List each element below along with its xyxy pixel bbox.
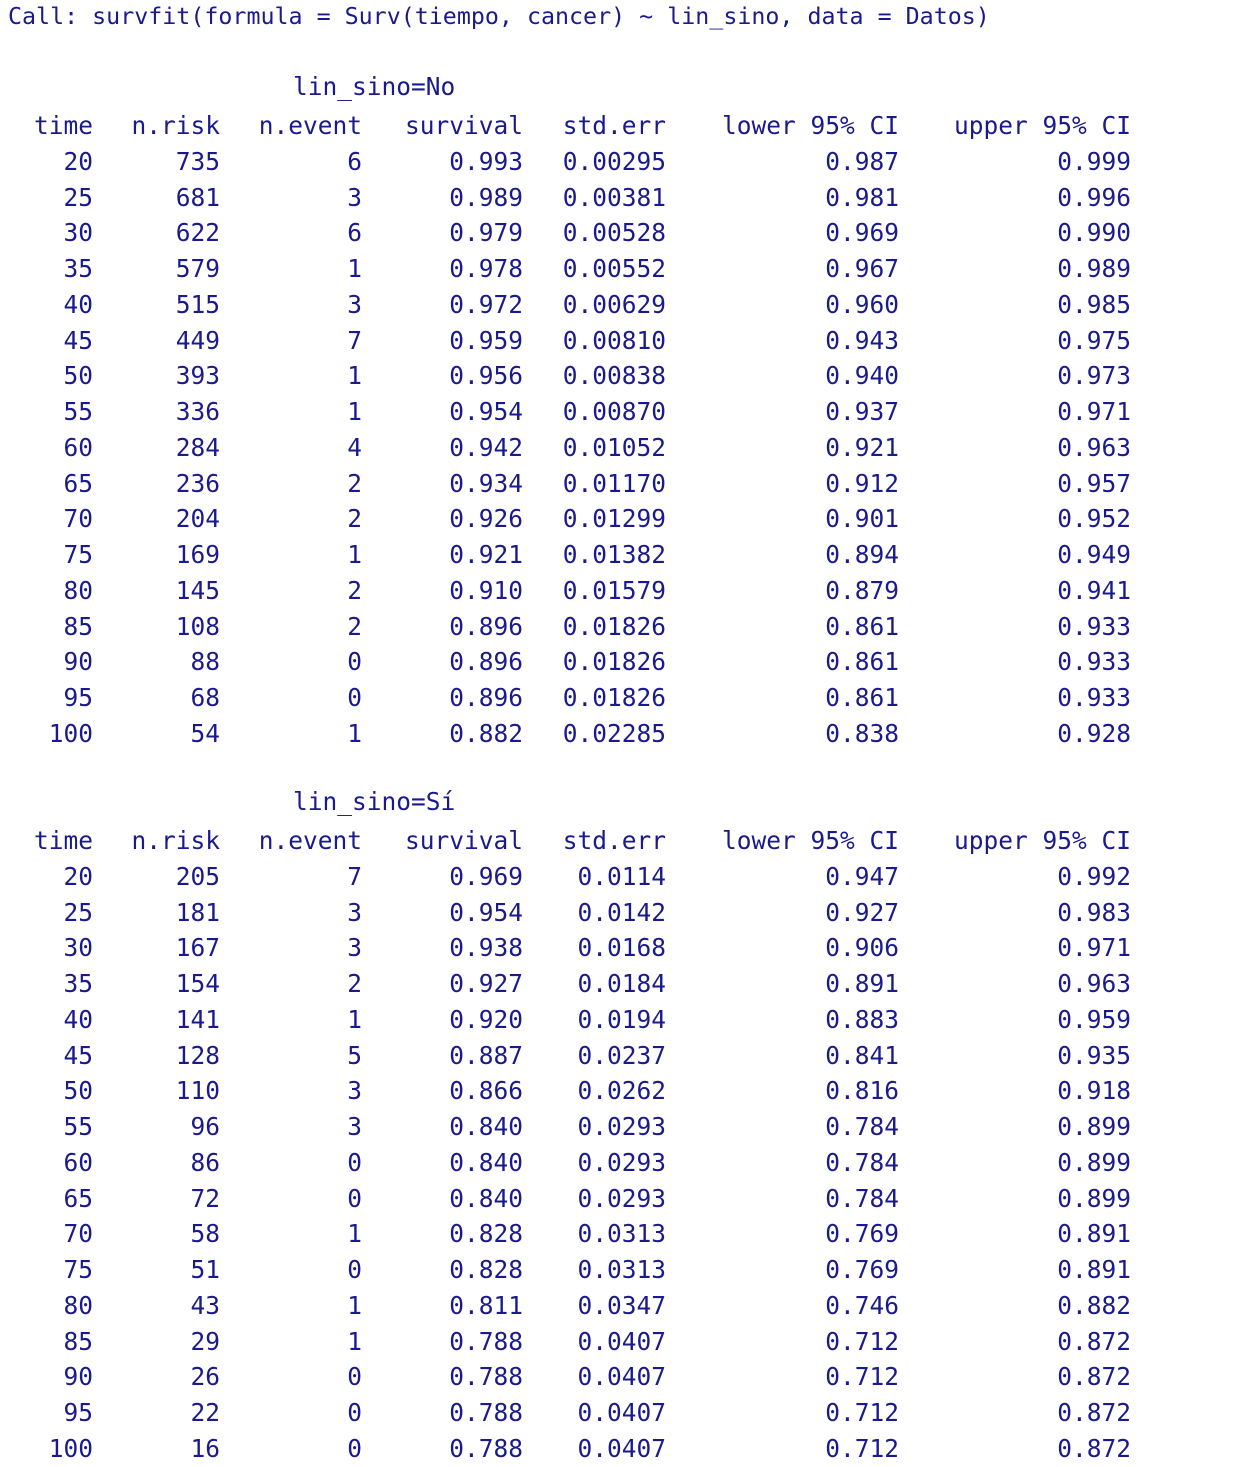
survival-cell: 0.956 <box>449 361 523 391</box>
time-cell: 85 <box>63 1326 93 1356</box>
table-row <box>0 1073 1250 1109</box>
n-risk-cell: 29 <box>190 1326 220 1356</box>
upper-ci-cell: 0.882 <box>1057 1290 1131 1320</box>
n-risk-cell: 284 <box>175 432 220 462</box>
survival-cell: 0.866 <box>449 1076 523 1106</box>
n-event-cell: 0 <box>347 647 362 677</box>
table-row <box>0 1288 1250 1324</box>
lower-ci-cell: 0.981 <box>825 182 899 212</box>
n-risk-cell: 141 <box>175 1004 220 1034</box>
n-event-cell: 2 <box>347 969 362 998</box>
header-time: time <box>33 111 93 140</box>
survival-cell: 0.910 <box>449 575 523 605</box>
n-risk-cell: 393 <box>175 361 220 391</box>
header-survival: survival <box>404 826 523 855</box>
lower-ci-cell: 0.712 <box>825 1398 899 1427</box>
survival-cell: 0.920 <box>449 1004 523 1034</box>
n-event-cell: 2 <box>347 611 362 641</box>
time-cell: 70 <box>63 1219 93 1249</box>
upper-ci-cell: 0.933 <box>1057 611 1131 641</box>
n-risk-cell: 68 <box>190 683 220 712</box>
time-cell: 90 <box>63 647 93 677</box>
survival-cell: 0.979 <box>449 218 523 248</box>
upper-ci-cell: 0.949 <box>1057 540 1131 569</box>
std-err-cell: 0.0262 <box>577 1076 666 1106</box>
time-cell: 40 <box>63 289 93 319</box>
n-event-cell: 5 <box>347 1040 362 1070</box>
n-risk-cell: 515 <box>175 289 220 319</box>
time-cell: 20 <box>63 861 93 891</box>
std-err-cell: 0.0194 <box>577 1004 666 1034</box>
survival-cell: 0.840 <box>449 1112 523 1141</box>
std-err-cell: 0.0313 <box>577 1219 666 1249</box>
table-row <box>0 466 1250 502</box>
survival-cell: 0.959 <box>449 325 523 355</box>
n-risk-cell: 26 <box>190 1362 220 1392</box>
std-err-cell: 0.00838 <box>562 361 666 391</box>
lower-ci-cell: 0.784 <box>825 1112 899 1141</box>
std-err-cell: 0.01052 <box>562 432 666 462</box>
n-risk-cell: 169 <box>175 540 220 569</box>
n-risk-cell: 579 <box>175 254 220 283</box>
survival-cell: 0.811 <box>449 1290 523 1320</box>
table-row <box>0 1395 1250 1431</box>
survival-cell: 0.954 <box>449 897 523 927</box>
n-event-cell: 0 <box>347 1183 362 1213</box>
std-err-cell: 0.0237 <box>577 1040 666 1070</box>
n-risk-cell: 88 <box>190 647 220 677</box>
lower-ci-cell: 0.894 <box>825 540 899 569</box>
table-row <box>0 1216 1250 1252</box>
n-event-cell: 0 <box>347 1398 362 1427</box>
lower-ci-cell: 0.960 <box>825 289 899 319</box>
n-event-cell: 1 <box>347 1004 362 1034</box>
n-risk-cell: 16 <box>190 1433 220 1463</box>
time-cell: 85 <box>63 611 93 641</box>
survival-cell: 0.942 <box>449 432 523 462</box>
survival-cell: 0.921 <box>449 540 523 569</box>
lower-ci-cell: 0.883 <box>825 1004 899 1034</box>
table-row <box>0 1038 1250 1074</box>
header-upper-ci: upper 95% CI <box>953 111 1131 140</box>
table-row <box>0 430 1250 466</box>
std-err-cell: 0.0142 <box>577 897 666 927</box>
time-cell: 35 <box>63 254 93 283</box>
time-cell: 55 <box>63 1112 93 1141</box>
lower-ci-cell: 0.746 <box>825 1290 899 1320</box>
n-risk-cell: 110 <box>175 1076 220 1106</box>
n-risk-cell: 86 <box>190 1147 220 1177</box>
stratum-label: lin_sino=Sí <box>293 787 456 816</box>
upper-ci-cell: 0.990 <box>1057 218 1131 248</box>
std-err-cell: 0.0168 <box>577 933 666 963</box>
table-row <box>0 287 1250 323</box>
table-row <box>0 537 1250 573</box>
upper-ci-cell: 0.985 <box>1057 289 1131 319</box>
upper-ci-cell: 0.996 <box>1057 182 1131 212</box>
survival-cell: 0.972 <box>449 289 523 319</box>
lower-ci-cell: 0.947 <box>825 861 899 891</box>
time-cell: 25 <box>63 897 93 927</box>
time-cell: 70 <box>63 504 93 534</box>
upper-ci-cell: 0.999 <box>1057 146 1131 176</box>
n-event-cell: 0 <box>347 1433 362 1463</box>
table-row <box>0 394 1250 430</box>
lower-ci-cell: 0.906 <box>825 933 899 963</box>
survival-cell: 0.828 <box>449 1219 523 1249</box>
table-row <box>0 1109 1250 1145</box>
table-row <box>0 716 1250 752</box>
n-risk-cell: 51 <box>190 1255 220 1284</box>
lower-ci-cell: 0.969 <box>825 218 899 248</box>
std-err-cell: 0.00528 <box>562 218 666 248</box>
lower-ci-cell: 0.841 <box>825 1040 899 1070</box>
survival-cell: 0.938 <box>449 933 523 963</box>
survival-cell: 0.788 <box>449 1362 523 1392</box>
time-cell: 55 <box>63 397 93 426</box>
table-row <box>0 966 1250 1002</box>
time-cell: 45 <box>63 1040 93 1070</box>
n-risk-cell: 167 <box>175 933 220 963</box>
header-std-err: std.err <box>562 826 666 855</box>
upper-ci-cell: 0.992 <box>1057 861 1131 891</box>
n-event-cell: 0 <box>347 1147 362 1177</box>
time-cell: 20 <box>63 146 93 176</box>
lower-ci-cell: 0.912 <box>825 468 899 498</box>
n-event-cell: 1 <box>347 718 362 748</box>
time-cell: 30 <box>63 933 93 963</box>
std-err-cell: 0.00552 <box>562 254 666 283</box>
std-err-cell: 0.0184 <box>577 969 666 998</box>
time-cell: 80 <box>63 575 93 605</box>
survival-cell: 0.788 <box>449 1326 523 1356</box>
lower-ci-cell: 0.901 <box>825 504 899 534</box>
lower-ci-cell: 0.940 <box>825 361 899 391</box>
table-header-row <box>0 108 1250 144</box>
std-err-cell: 0.0407 <box>577 1326 666 1356</box>
header-lower-ci: lower 95% CI <box>721 111 899 140</box>
n-risk-cell: 108 <box>175 611 220 641</box>
table-row <box>0 215 1250 251</box>
n-risk-cell: 22 <box>190 1398 220 1427</box>
upper-ci-cell: 0.899 <box>1057 1147 1131 1177</box>
upper-ci-cell: 0.872 <box>1057 1326 1131 1356</box>
table-row <box>0 1181 1250 1217</box>
survival-cell: 0.989 <box>449 182 523 212</box>
std-err-cell: 0.01826 <box>562 611 666 641</box>
n-event-cell: 0 <box>347 683 362 712</box>
std-err-cell: 0.01170 <box>562 468 666 498</box>
survival-cell: 0.828 <box>449 1255 523 1284</box>
survival-cell: 0.882 <box>449 718 523 748</box>
n-event-cell: 3 <box>347 897 362 927</box>
std-err-cell: 0.01382 <box>562 540 666 569</box>
time-cell: 75 <box>63 1255 93 1284</box>
std-err-cell: 0.00810 <box>562 325 666 355</box>
std-err-cell: 0.01826 <box>562 683 666 712</box>
time-cell: 45 <box>63 325 93 355</box>
std-err-cell: 0.0407 <box>577 1362 666 1392</box>
upper-ci-cell: 0.973 <box>1057 361 1131 391</box>
time-cell: 95 <box>63 683 93 712</box>
table-row <box>0 859 1250 895</box>
stratum-label: lin_sino=No <box>293 72 456 101</box>
lower-ci-cell: 0.712 <box>825 1433 899 1463</box>
lower-ci-cell: 0.861 <box>825 647 899 677</box>
survival-cell: 0.896 <box>449 683 523 712</box>
survival-cell: 0.896 <box>449 611 523 641</box>
n-risk-cell: 681 <box>175 182 220 212</box>
upper-ci-cell: 0.935 <box>1057 1040 1131 1070</box>
time-cell: 25 <box>63 182 93 212</box>
lower-ci-cell: 0.879 <box>825 575 899 605</box>
table-row <box>0 1002 1250 1038</box>
table-row <box>0 358 1250 394</box>
table-row <box>0 609 1250 645</box>
n-event-cell: 3 <box>347 933 362 963</box>
n-risk-cell: 204 <box>175 504 220 534</box>
header-n-risk: n.risk <box>131 826 220 855</box>
n-event-cell: 3 <box>347 182 362 212</box>
time-cell: 100 <box>48 1433 93 1463</box>
lower-ci-cell: 0.987 <box>825 146 899 176</box>
n-event-cell: 7 <box>347 861 362 891</box>
header-survival: survival <box>404 111 523 140</box>
n-event-cell: 1 <box>347 1290 362 1320</box>
n-event-cell: 2 <box>347 468 362 498</box>
header-std-err: std.err <box>562 111 666 140</box>
lower-ci-cell: 0.816 <box>825 1076 899 1106</box>
survival-cell: 0.978 <box>449 254 523 283</box>
lower-ci-cell: 0.784 <box>825 1183 899 1213</box>
std-err-cell: 0.0347 <box>577 1290 666 1320</box>
n-event-cell: 3 <box>347 289 362 319</box>
lower-ci-cell: 0.943 <box>825 325 899 355</box>
upper-ci-cell: 0.971 <box>1057 397 1131 426</box>
table-row <box>0 144 1250 180</box>
survival-cell: 0.969 <box>449 861 523 891</box>
header-upper-ci: upper 95% CI <box>953 826 1131 855</box>
n-event-cell: 3 <box>347 1076 362 1106</box>
lower-ci-cell: 0.937 <box>825 397 899 426</box>
std-err-cell: 0.02285 <box>562 718 666 748</box>
lower-ci-cell: 0.861 <box>825 611 899 641</box>
upper-ci-cell: 0.963 <box>1057 969 1131 998</box>
n-event-cell: 1 <box>347 361 362 391</box>
lower-ci-cell: 0.784 <box>825 1147 899 1177</box>
table-row <box>0 180 1250 216</box>
n-risk-cell: 622 <box>175 218 220 248</box>
survival-cell: 0.927 <box>449 969 523 998</box>
lower-ci-cell: 0.891 <box>825 969 899 998</box>
n-risk-cell: 181 <box>175 897 220 927</box>
time-cell: 75 <box>63 540 93 569</box>
time-cell: 60 <box>63 432 93 462</box>
time-cell: 95 <box>63 1398 93 1427</box>
n-risk-cell: 154 <box>175 969 220 998</box>
survival-cell: 0.788 <box>449 1398 523 1427</box>
time-cell: 60 <box>63 1147 93 1177</box>
n-event-cell: 0 <box>347 1255 362 1284</box>
std-err-cell: 0.0407 <box>577 1398 666 1427</box>
lower-ci-cell: 0.861 <box>825 683 899 712</box>
table-row <box>0 930 1250 966</box>
std-err-cell: 0.0313 <box>577 1255 666 1284</box>
n-event-cell: 3 <box>347 1112 362 1141</box>
table-row <box>0 501 1250 537</box>
upper-ci-cell: 0.899 <box>1057 1112 1131 1141</box>
upper-ci-cell: 0.957 <box>1057 468 1131 498</box>
time-cell: 90 <box>63 1362 93 1392</box>
header-time: time <box>33 826 93 855</box>
time-cell: 65 <box>63 1183 93 1213</box>
upper-ci-cell: 0.971 <box>1057 933 1131 963</box>
table-row <box>0 680 1250 716</box>
upper-ci-cell: 0.989 <box>1057 254 1131 283</box>
upper-ci-cell: 0.872 <box>1057 1362 1131 1392</box>
std-err-cell: 0.00381 <box>562 182 666 212</box>
std-err-cell: 0.00870 <box>562 397 666 426</box>
n-event-cell: 2 <box>347 504 362 534</box>
n-risk-cell: 54 <box>190 718 220 748</box>
upper-ci-cell: 0.941 <box>1057 575 1131 605</box>
n-risk-cell: 145 <box>175 575 220 605</box>
survival-cell: 0.934 <box>449 468 523 498</box>
std-err-cell: 0.00629 <box>562 289 666 319</box>
upper-ci-cell: 0.963 <box>1057 432 1131 462</box>
call-line: Call: survfit(formula = Surv(tiempo, cancer) ~ lin_sino, data = Datos) <box>8 3 990 30</box>
table-row <box>0 1431 1250 1467</box>
header-lower-ci: lower 95% CI <box>721 826 899 855</box>
n-risk-cell: 735 <box>175 146 220 176</box>
n-risk-cell: 128 <box>175 1040 220 1070</box>
upper-ci-cell: 0.983 <box>1057 897 1131 927</box>
n-event-cell: 1 <box>347 1219 362 1249</box>
n-risk-cell: 96 <box>190 1112 220 1141</box>
survival-cell: 0.840 <box>449 1147 523 1177</box>
lower-ci-cell: 0.712 <box>825 1326 899 1356</box>
std-err-cell: 0.0293 <box>577 1183 666 1213</box>
table-row <box>0 1359 1250 1395</box>
survival-cell: 0.840 <box>449 1183 523 1213</box>
upper-ci-cell: 0.959 <box>1057 1004 1131 1034</box>
time-cell: 30 <box>63 218 93 248</box>
upper-ci-cell: 0.918 <box>1057 1076 1131 1106</box>
upper-ci-cell: 0.899 <box>1057 1183 1131 1213</box>
n-event-cell: 1 <box>347 1326 362 1356</box>
n-risk-cell: 72 <box>190 1183 220 1213</box>
upper-ci-cell: 0.872 <box>1057 1433 1131 1463</box>
time-cell: 35 <box>63 969 93 998</box>
survival-cell: 0.993 <box>449 146 523 176</box>
time-cell: 50 <box>63 361 93 391</box>
lower-ci-cell: 0.921 <box>825 432 899 462</box>
lower-ci-cell: 0.769 <box>825 1219 899 1249</box>
header-n-event: n.event <box>258 826 362 855</box>
n-risk-cell: 449 <box>175 325 220 355</box>
survival-cell: 0.896 <box>449 647 523 677</box>
lower-ci-cell: 0.712 <box>825 1362 899 1392</box>
std-err-cell: 0.01579 <box>562 575 666 605</box>
upper-ci-cell: 0.891 <box>1057 1219 1131 1249</box>
survival-cell: 0.788 <box>449 1433 523 1463</box>
n-event-cell: 0 <box>347 1362 362 1392</box>
table-row <box>0 644 1250 680</box>
table-row <box>0 573 1250 609</box>
std-err-cell: 0.01299 <box>562 504 666 534</box>
time-cell: 40 <box>63 1004 93 1034</box>
n-risk-cell: 58 <box>190 1219 220 1249</box>
n-risk-cell: 205 <box>175 861 220 891</box>
time-cell: 100 <box>48 718 93 748</box>
table-row <box>0 1145 1250 1181</box>
n-event-cell: 6 <box>347 146 362 176</box>
std-err-cell: 0.00295 <box>562 146 666 176</box>
upper-ci-cell: 0.928 <box>1057 718 1131 748</box>
std-err-cell: 0.0293 <box>577 1112 666 1141</box>
n-event-cell: 4 <box>347 432 362 462</box>
survival-cell: 0.954 <box>449 397 523 426</box>
header-n-risk: n.risk <box>131 111 220 140</box>
upper-ci-cell: 0.891 <box>1057 1255 1131 1284</box>
table-row <box>0 251 1250 287</box>
table-row <box>0 1324 1250 1360</box>
n-event-cell: 1 <box>347 540 362 569</box>
std-err-cell: 0.01826 <box>562 647 666 677</box>
std-err-cell: 0.0293 <box>577 1147 666 1177</box>
time-cell: 80 <box>63 1290 93 1320</box>
n-risk-cell: 236 <box>175 468 220 498</box>
n-event-cell: 1 <box>347 254 362 283</box>
time-cell: 65 <box>63 468 93 498</box>
n-risk-cell: 43 <box>190 1290 220 1320</box>
lower-ci-cell: 0.838 <box>825 718 899 748</box>
n-event-cell: 2 <box>347 575 362 605</box>
upper-ci-cell: 0.952 <box>1057 504 1131 534</box>
table-row <box>0 323 1250 359</box>
survival-cell: 0.887 <box>449 1040 523 1070</box>
upper-ci-cell: 0.933 <box>1057 647 1131 677</box>
n-risk-cell: 336 <box>175 397 220 426</box>
lower-ci-cell: 0.769 <box>825 1255 899 1284</box>
upper-ci-cell: 0.872 <box>1057 1398 1131 1427</box>
std-err-cell: 0.0114 <box>577 861 666 891</box>
time-cell: 50 <box>63 1076 93 1106</box>
upper-ci-cell: 0.933 <box>1057 683 1131 712</box>
table-row <box>0 895 1250 931</box>
table-row <box>0 1252 1250 1288</box>
header-n-event: n.event <box>258 111 362 140</box>
lower-ci-cell: 0.967 <box>825 254 899 283</box>
lower-ci-cell: 0.927 <box>825 897 899 927</box>
table-header-row <box>0 823 1250 859</box>
std-err-cell: 0.0407 <box>577 1433 666 1463</box>
n-event-cell: 6 <box>347 218 362 248</box>
survival-cell: 0.926 <box>449 504 523 534</box>
upper-ci-cell: 0.975 <box>1057 325 1131 355</box>
n-event-cell: 1 <box>347 397 362 426</box>
n-event-cell: 7 <box>347 325 362 355</box>
